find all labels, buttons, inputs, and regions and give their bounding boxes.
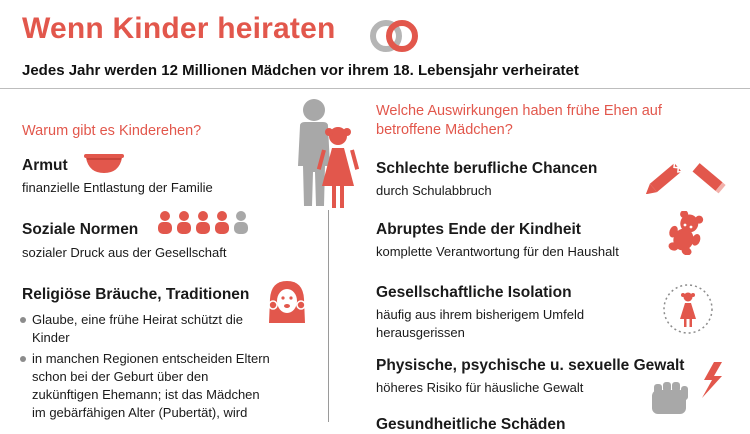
effect-title-childhood: Abruptes Ende der Kindheit <box>376 221 581 238</box>
people-group-icon <box>156 210 252 236</box>
religion-bullet-2 <box>32 350 270 422</box>
effect-title-career: Schlechte berufliche Chancen <box>376 160 598 177</box>
bullet-dot <box>20 317 26 323</box>
effect-title-isolation: Gesellschaftliche Isolation <box>376 284 572 301</box>
cause-title-poverty: Armut <box>22 157 68 174</box>
wedding-rings-icon <box>368 16 422 56</box>
bullet-text: Glaube, eine frühe Heirat schützt die Kinder <box>32 312 244 345</box>
effect-title-health: Gesundheitliche Schäden <box>376 416 566 433</box>
column-divider <box>328 210 329 422</box>
effect-desc-career: durch Schulabbruch <box>376 183 492 198</box>
cause-title-religion: Religiöse Bräuche, Traditionen <box>22 286 250 303</box>
effect-desc-violence: höheres Risiko für häusliche Gewalt <box>376 380 584 395</box>
religion-bullet-1 <box>32 311 262 347</box>
veiled-woman-icon <box>267 279 307 325</box>
cause-desc-poverty: finanzielle Entlastung der Familie <box>22 180 213 195</box>
bowl-icon <box>83 152 125 174</box>
adult-and-girl-icon <box>292 96 368 214</box>
right-section-heading: Welche Auswirkungen haben frühe Ehen auf betroffene Mädchen? <box>376 103 662 138</box>
page-title: Wenn Kinder heiraten <box>22 12 336 45</box>
page-subtitle: Jedes Jahr werden 12 Millionen Mädchen vor ihrem 18. Lebensjahr verheiratet <box>22 62 579 79</box>
teddy-bear-icon <box>664 211 714 255</box>
effect-desc-childhood: komplette Verantwortung für den Haushalt <box>376 244 619 259</box>
header-divider <box>0 88 750 89</box>
broken-pencil-icon <box>646 148 728 194</box>
bullet-text: in manchen Regionen entscheiden Eltern schon bei der Geburt über den zukünftigen Ehemann; ist das Mädchen im gebärfähigen Alter (Pubertät), wird <box>32 351 270 420</box>
effect-title-violence: Physische, psychische u. sexuelle Gewalt <box>376 357 685 374</box>
left-section-heading: Warum gibt es Kinderehen? <box>22 123 202 139</box>
isolated-girl-icon <box>662 283 714 335</box>
fist-lightning-icon <box>648 360 730 418</box>
cause-title-social-norms: Soziale Normen <box>22 221 139 238</box>
bullet-dot <box>20 356 26 362</box>
cause-desc-social-norms: sozialer Druck aus der Gesellschaft <box>22 245 227 260</box>
effect-desc-isolation: häufig aus ihrem bisherigem Umfeld herausgerissen <box>376 307 585 340</box>
